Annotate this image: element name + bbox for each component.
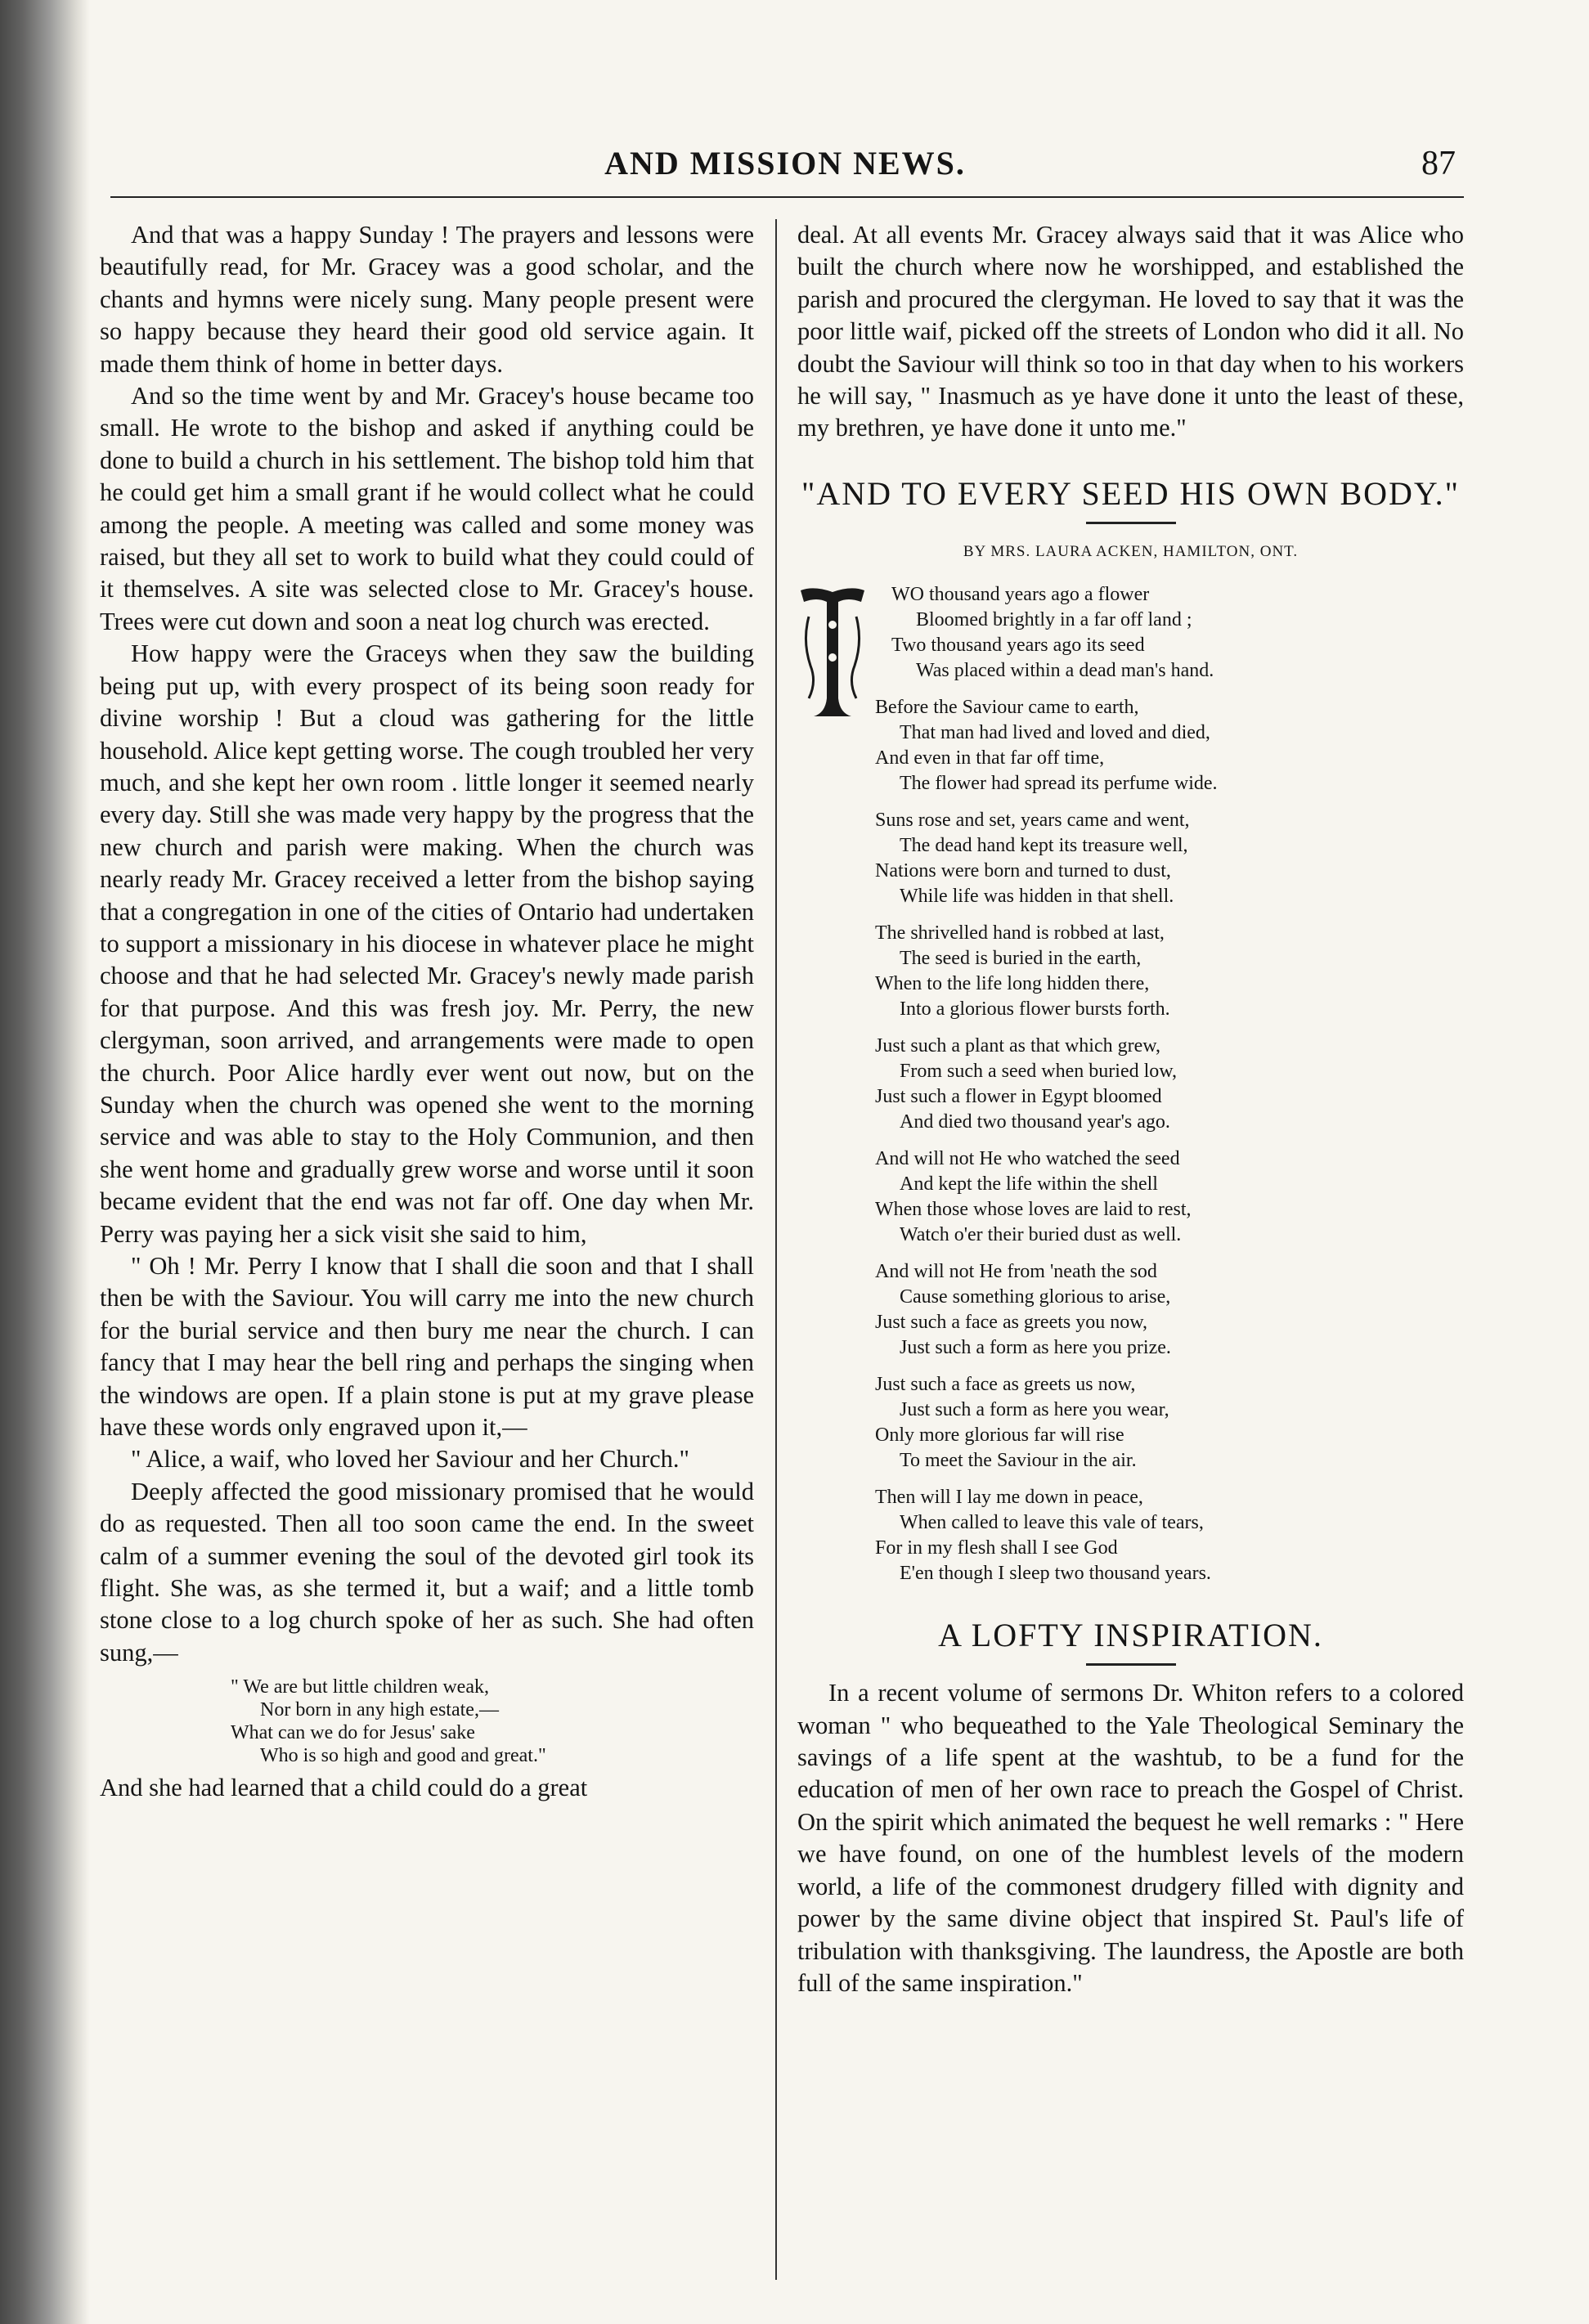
right-column (797, 219, 1464, 1999)
poem-line: That man had lived and loved and died, (900, 722, 1210, 744)
paragraph: And that was a happy Sunday ! The prayers and lessons were beautifully read, for Mr. Gracey was a good scholar, and the chants and hymns were nicely sung. Many people present were so happy because they heard their good old service again. It made them think of home in better days. (100, 221, 754, 378)
poem-stanza (875, 1372, 1464, 1474)
poem-line: Then will I lay me down in peace, (875, 1487, 1143, 1509)
verse-line: Who is so high and good and great." (260, 1745, 546, 1767)
poem-stanza (875, 695, 1464, 796)
article-title: A LOFTY INSPIRATION. (938, 1617, 1323, 1654)
poem-line: Just such a plant as that which grew, (875, 1035, 1161, 1057)
header-rule (110, 196, 1464, 198)
article-body: In a recent volume of sermons Dr. Whiton refers to a colored woman " who bequeathed to the Yale Theological Seminary the savings of a life spent at the washtub, to be a fund for the education of men of her own race to preach the Gospel of Christ. On the spirit which animated the bequest he well remarks : " Here we have found, on one of the humblest levels of the modern world, a life of the commonest drudgery filled with dignity and power by the same divine object that inspired St. Paul's life of tribulation with thanksgiving. The laundress, the Apostle are both full of the same inspiration." (797, 1679, 1464, 1997)
poem-line: Was placed within a dead man's hand. (916, 660, 1214, 682)
poem-line: Just such a form as here you prize. (900, 1337, 1171, 1359)
poem-line: Nations were born and turned to dust, (875, 860, 1171, 882)
poem-line: Just such a face as greets us now, (875, 1374, 1136, 1396)
continuation-paragraph: deal. At all events Mr. Gracey always said that it was Alice who built the church where now he worshipped, and established the parish and procured the clergyman. He loved to say that it was the poor little waif, picked off the streets of London who did it all. No doubt the Saviour will think so too in that day when to his workers he will say, " Inasmuch as ye have done it unto the least of these, my brethren, ye have done it unto me." (797, 221, 1464, 442)
poem-line: The shrivelled hand is robbed at last, (875, 922, 1165, 944)
poem-stanza (875, 921, 1464, 1022)
paragraph: Deeply affected the good missionary promised that he would do as requested. Then all too soon came the end. In the sweet calm of a summer evening the soul of the devoted girl took its flight. She was, as she termed it, but a waif; and a little tomb stone close to a log church spoke of her as such. She had often sung,— (100, 1477, 754, 1667)
poem-line: The seed is buried in the earth, (900, 948, 1142, 970)
poem-line: Suns rose and set, years came and went, (875, 810, 1190, 832)
poem-line: Watch o'er their buried dust as well. (900, 1224, 1182, 1246)
paragraph: " Oh ! Mr. Perry I know that I shall die soon and that I shall then be with the Saviour. You will carry me into the new church for the burial service and then bury me near the church. I can fancy that I may hear the bell ring and perhaps the singing when the windows are open. If a plain stone is put at my grave please have these words only engraved upon it,— (100, 1252, 754, 1442)
poem-stanza (875, 1259, 1464, 1361)
poem-line: For in my flesh shall I see God (875, 1537, 1118, 1559)
title-rule (1086, 522, 1176, 524)
poem-line: Cause something glorious to arise, (900, 1286, 1171, 1308)
poem-line: When to the life long hidden there, (875, 973, 1150, 995)
poem-line: And will not He from 'neath the sod (875, 1261, 1157, 1283)
poem (797, 582, 1464, 1586)
verse-line: Nor born in any high estate,— (260, 1699, 499, 1721)
verse-line: What can we do for Jesus' sake (231, 1722, 475, 1744)
decorative-dropcap-t-icon (797, 584, 868, 723)
poem-line: And will not He who watched the seed (875, 1148, 1180, 1170)
poem-line: And died two thousand year's ago. (900, 1111, 1170, 1133)
poem-line: Before the Saviour came to earth, (875, 697, 1139, 719)
paragraph: " Alice, a waif, who loved her Saviour and her Church." (131, 1445, 690, 1474)
poem-line: E'en though I sleep two thousand years. (900, 1563, 1211, 1585)
poem-stanza (891, 582, 1464, 684)
poem-stanza (875, 808, 1464, 909)
poem-title: "AND TO EVERY SEED HIS OWN BODY." (801, 474, 1460, 512)
poem-line: And even in that far off time, (875, 747, 1105, 769)
poem-byline: BY MRS. LAURA ACKEN, HAMILTON, ONT. (963, 542, 1299, 560)
paragraph: How happy were the Graceys when they saw the building being put up, with every prospect of its being soon ready for divine worship ! But a cloud was gathering for the little household. Alice kept getting worse. The cough troubled her very much, and she kept her own room . little longer it seemed nearly every day. Still she was made very happy by the progress that the new church and parish were making. When the church was nearly ready Mr. Gracey received a letter from the bishop saying that a congregation in one of the cities of Ontario had undertaken to support a missionary in his diocese in whatever place he might choose and that he had selected Mr. Gracey's newly made parish for that purpose. And this was fresh joy. Mr. Perry, the new clergyman, soon arrived, and arrangements were made to open the church. Poor Alice hardly ever went out now, but on the Sunday when the church was opened she went to the morning service and was able to stay to the Holy Communion, and then she went home and gradually grew worse and worse until it soon became evident that the end was not far off. One day when Mr. Perry was paying her a sick visit she said to him, (100, 639, 754, 1248)
page-number: 87 (1421, 145, 1456, 182)
poem-line: To meet the Saviour in the air. (900, 1450, 1137, 1472)
verse-line: " We are but little children weak, (231, 1676, 489, 1698)
running-head: AND MISSION NEWS. (604, 145, 966, 182)
poem-line: And kept the life within the shell (900, 1173, 1158, 1196)
poem-line: When those whose loves are laid to rest, (875, 1199, 1192, 1221)
poem-line: When called to leave this vale of tears, (900, 1512, 1204, 1534)
poem-stanza (875, 1146, 1464, 1248)
poem-line: Just such a form as here you wear, (900, 1399, 1169, 1421)
poem-line: WO thousand years ago a flower (891, 584, 1150, 606)
poem-line: Bloomed brightly in a far off land ; (916, 609, 1192, 631)
poem-line: While life was hidden in that shell. (900, 886, 1174, 908)
poem-line: Two thousand years ago its seed (891, 635, 1145, 657)
poem-line: The flower had spread its perfume wide. (900, 773, 1218, 795)
paragraph: And so the time went by and Mr. Gracey's house became too small. He wrote to the bishop and asked if anything could be done to build a church in his settlement. The bishop told him that he could get him a small grant if he would collect what he could among the people. A meeting was called and some money was raised, but they all set to work to build what they could could of it themselves. A site was selected close to Mr. Gracey's house. Trees were cut down and soon a neat log church was erected. (100, 382, 754, 635)
poem-line: Just such a flower in Egypt bloomed (875, 1086, 1162, 1108)
closing-line: And she had learned that a child could do a great (100, 1774, 588, 1802)
page-header (114, 144, 1456, 196)
hymn-verse (231, 1676, 754, 1767)
column-divider (775, 219, 777, 2280)
title-rule (1086, 1663, 1176, 1666)
poem-stanza (875, 1485, 1464, 1586)
page-binding-shadow (0, 0, 90, 2324)
poem-line: Only more glorious far will rise (875, 1424, 1124, 1447)
poem-line: Into a glorious flower bursts forth. (900, 998, 1170, 1021)
poem-line: From such a seed when buried low, (900, 1061, 1178, 1083)
poem-line: The dead hand kept its treasure well, (900, 835, 1188, 857)
left-column (100, 219, 754, 1805)
poem-stanza (875, 1034, 1464, 1135)
poem-line: Just such a face as greets you now, (875, 1312, 1148, 1334)
